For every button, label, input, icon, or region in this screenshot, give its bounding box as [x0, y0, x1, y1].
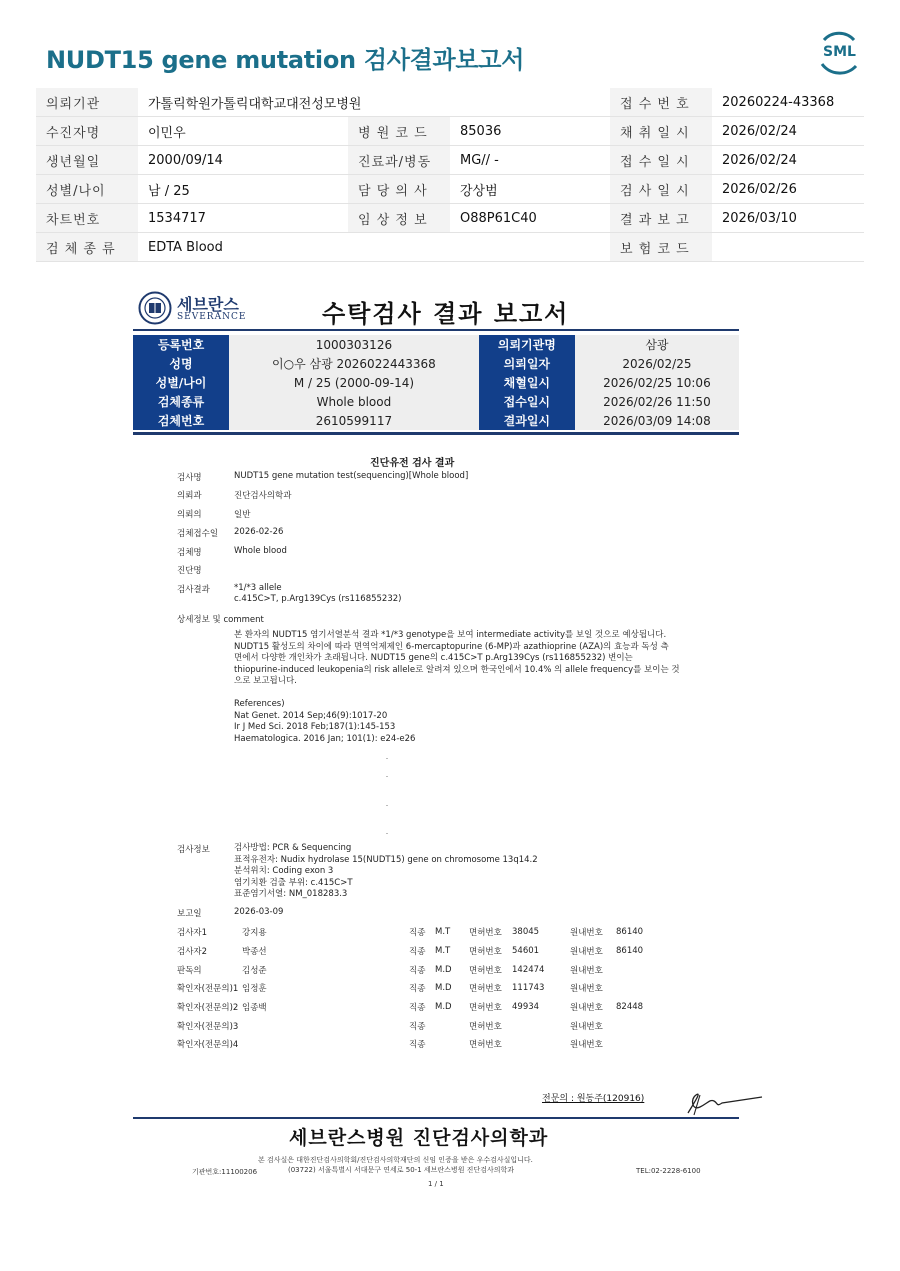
staff-inst: [616, 979, 656, 998]
summary-label: 검체번호: [133, 411, 229, 430]
reference-line: Haematologica. 2016 Jan; 101(1): e24-e26: [234, 733, 416, 744]
info-label: 생년월일: [36, 146, 138, 175]
divider: [133, 329, 739, 331]
staff-name: [242, 1016, 409, 1035]
field-label: 검사정보: [177, 845, 210, 855]
table-row: [133, 354, 739, 373]
summary-value: Whole blood: [229, 392, 479, 411]
staff-name: [242, 1035, 409, 1054]
info-label: 성별/나이: [36, 175, 138, 204]
staff-inst-label: 원내번호: [570, 1021, 603, 1032]
staff-lic: 111743: [512, 983, 545, 994]
info-value: 이민우: [138, 117, 348, 146]
info-label: 검 체 종 류: [36, 233, 138, 262]
field-value: 진단검사의학과: [234, 491, 292, 501]
hospital-name-ko: 세브란스: [177, 295, 239, 314]
staff-job: M.D: [435, 1002, 452, 1013]
method-line: 분석위치: Coding exon 3: [234, 866, 334, 876]
staff-inst: 86140: [616, 946, 644, 957]
staff-role: 확인자(전문의)2: [177, 1003, 239, 1014]
info-value: MG// -: [450, 146, 610, 175]
info-value: 남 / 25: [138, 175, 348, 204]
field-label: 의뢰의: [177, 510, 202, 520]
page-title: NUDT15 gene mutation 검사결과보고서: [46, 46, 525, 74]
footer-address: (03722) 서울특별시 서대문구 연세로 50-1 세브란스병원 진단검사의학과: [288, 1166, 515, 1174]
table-row: [177, 998, 656, 1017]
info-value: 가톨릭학원가톨릭대학교대전성모병원: [138, 88, 610, 117]
divider: [133, 432, 739, 435]
staff-inst-label: 원내번호: [570, 947, 603, 958]
field-value: 일반: [234, 510, 251, 520]
table-row: [36, 88, 864, 117]
field-label: 검체접수일: [177, 529, 219, 539]
page-number: 1 / 1: [428, 1180, 444, 1188]
table-row: [36, 175, 864, 204]
reference-line: Ir J Med Sci. 2018 Feb;187(1):145-153: [234, 722, 396, 732]
comment-line: thiopurine-induced leukopenia의 risk allele로 알려져 있으며 한국인에서 10.4% 의 allele frequency를 보이는 것: [234, 664, 680, 675]
summary-label: 접수일시: [479, 392, 575, 411]
info-value: [712, 233, 864, 262]
staff-role: 확인자(전문의)3: [177, 1021, 239, 1032]
field-label: 검체명: [177, 548, 202, 558]
staff-lic-label: 면허번호: [469, 984, 502, 995]
footer-certification: 본 검사실은 대한진단검사의학회/진단검사의학재단의 신임 인증을 받은 우수검사실입니다.: [258, 1156, 533, 1164]
table-row: [177, 1035, 656, 1054]
staff-lic: 49934: [512, 1002, 540, 1013]
field-label: 상세정보 및 comment: [177, 615, 264, 625]
staff-role: 확인자(전문의)1: [177, 984, 239, 995]
table-row: [133, 411, 739, 430]
patient-info-table: [36, 88, 864, 262]
info-value: 85036: [450, 117, 610, 146]
info-value: 2026/03/10: [712, 204, 864, 233]
field-value: NUDT15 gene mutation test(sequencing)[Whole blood]: [234, 471, 469, 481]
staff-job-label: 직종: [409, 1021, 426, 1032]
info-label: 채 취 일 시: [610, 117, 712, 146]
staff-lic-label: 면허번호: [469, 1040, 502, 1051]
staff-inst-label: 원내번호: [570, 1003, 603, 1014]
info-value: 20260224-43368: [712, 88, 864, 117]
method-line: 염기치환 검출 부위: c.415C>T: [234, 877, 353, 888]
info-value: 2026/02/24: [712, 146, 864, 175]
summary-value: 이○우 삼광 2026022443368: [229, 354, 479, 373]
table-row: [133, 335, 739, 354]
comment-line: 으로 보고됩니다.: [234, 676, 297, 686]
table-row: [36, 233, 864, 262]
staff-lic: 38045: [512, 927, 540, 938]
info-label: 결 과 보 고: [610, 204, 712, 233]
info-label: 검 사 일 시: [610, 175, 712, 204]
summary-value: 2610599117: [229, 411, 479, 430]
method-line: 표준염기서열: NM_018283.3: [234, 889, 348, 899]
field-label: 검사결과: [177, 585, 210, 595]
hospital-name-en: SEVERANCE: [177, 312, 247, 322]
summary-table: [133, 335, 739, 430]
staff-name: 강지용: [242, 928, 267, 939]
staff-job: [435, 1035, 469, 1054]
field-label: 진단명: [177, 566, 202, 576]
summary-label: 의뢰기관명: [479, 335, 575, 354]
staff-inst-label: 원내번호: [570, 1040, 603, 1051]
staff-name: 임정훈: [242, 984, 267, 995]
summary-value: M / 25 (2000-09-14): [229, 373, 479, 392]
staff-job-label: 직종: [409, 965, 426, 976]
info-value: O88P61C40: [450, 204, 610, 233]
severance-emblem-icon: [138, 291, 172, 325]
method-info: [234, 843, 538, 901]
table-row: [36, 117, 864, 146]
section-title: 진단유전 검사 결과: [370, 458, 455, 469]
comment-text: [234, 630, 694, 688]
summary-label: 성명: [133, 354, 229, 373]
footer-phone: TEL:02-2228-6100: [636, 1167, 701, 1175]
staff-name: 김성준: [242, 965, 267, 976]
staff-lic-label: 면허번호: [469, 1021, 502, 1032]
staff-job-label: 직종: [409, 947, 426, 958]
info-label: 차트번호: [36, 204, 138, 233]
staff-role: 확인자(전문의)4: [177, 1040, 239, 1051]
field-label: 의뢰과: [177, 491, 202, 501]
summary-label: 결과일시: [479, 411, 575, 430]
summary-label: 성별/나이: [133, 373, 229, 392]
staff-inst: 82448: [616, 1002, 644, 1013]
staff-inst-label: 원내번호: [570, 928, 603, 939]
summary-label: 채혈일시: [479, 373, 575, 392]
staff-lic: 142474: [512, 964, 545, 975]
table-row: [133, 373, 739, 392]
staff-inst: [616, 1016, 656, 1035]
staff-inst: [616, 1035, 656, 1054]
staff-lic: [512, 1035, 570, 1054]
report-title: 수탁검사 결과 보고서: [322, 300, 570, 328]
info-value: 2026/02/24: [712, 117, 864, 146]
info-value: 2026/02/26: [712, 175, 864, 204]
comment-line: NUDT15 활성도의 차이에 따라 면역억제제인 6-mercaptopurine (6-MP)과 azathioprine (AZA)의 효능과 독성 측: [234, 641, 669, 652]
info-label: 진료과/병동: [348, 146, 450, 175]
scan-speck: [386, 758, 388, 759]
staff-role: 판독의: [177, 965, 202, 976]
staff-job: M.T: [435, 946, 451, 957]
table-row: [177, 942, 656, 961]
info-value: 1534717: [138, 204, 348, 233]
table-row: [36, 146, 864, 175]
method-line: 검사방법: PCR & Sequencing: [234, 843, 352, 853]
method-line: 표적유전자: Nudix hydrolase 15(NUDT15) gene on chromosome 13q14.2: [234, 854, 538, 865]
summary-label: 의뢰일자: [479, 354, 575, 373]
staff-lic-label: 면허번호: [469, 1003, 502, 1014]
staff-inst-label: 원내번호: [570, 965, 603, 976]
comment-line: 면에서 다양한 개인차가 초래됩니다. NUDT15 gene의 c.415C>T p.Arg139Cys (rs116855232) 변이는: [234, 653, 633, 663]
signer-name: 전문의 : 원동주(120916): [542, 1094, 645, 1104]
staff-job: M.D: [435, 964, 452, 975]
info-label: 담 당 의 사: [348, 175, 450, 204]
info-value: EDTA Blood: [138, 233, 610, 262]
staff-job-label: 직종: [409, 928, 426, 939]
info-label: 병 원 코 드: [348, 117, 450, 146]
staff-job-label: 직종: [409, 1040, 426, 1051]
staff-table: [177, 923, 656, 1054]
table-row: [177, 923, 656, 942]
table-row: [177, 960, 656, 979]
signature-icon: [680, 1085, 764, 1119]
field-value: *1/*3 allele: [234, 583, 282, 593]
staff-inst-label: 원내번호: [570, 984, 603, 995]
sml-logo-text: SML: [823, 44, 856, 60]
staff-lic-label: 면허번호: [469, 928, 502, 939]
field-value: 2026-03-09: [234, 907, 284, 917]
scan-speck: [386, 776, 388, 777]
summary-value: 2026/02/25 10:06: [575, 373, 739, 392]
table-row: [133, 392, 739, 411]
summary-value: 2026/02/25: [575, 354, 739, 373]
field-label: 보고일: [177, 909, 202, 919]
summary-value: 삼광: [575, 335, 739, 354]
staff-inst: 86140: [616, 927, 644, 938]
references: [234, 699, 415, 745]
divider: [133, 1117, 739, 1119]
staff-role: 검사자1: [177, 928, 208, 939]
staff-job: [435, 1016, 469, 1035]
summary-label: 등록번호: [133, 335, 229, 354]
info-value: 강상범: [450, 175, 610, 204]
staff-lic-label: 면허번호: [469, 965, 502, 976]
info-label: 의뢰기관: [36, 88, 138, 117]
info-label: 임 상 정 보: [348, 204, 450, 233]
field-value: c.415C>T, p.Arg139Cys (rs116855232): [234, 594, 402, 604]
info-label: 접 수 일 시: [610, 146, 712, 175]
summary-value: 2026/02/26 11:50: [575, 392, 739, 411]
footer-institution-number: 기관번호:11100206: [192, 1168, 258, 1176]
info-label: 접 수 번 호: [610, 88, 712, 117]
info-value: 2000/09/14: [138, 146, 348, 175]
staff-inst: [616, 960, 656, 979]
table-row: [36, 204, 864, 233]
table-row: [177, 979, 656, 998]
scan-speck: [386, 805, 388, 806]
staff-job-label: 직종: [409, 984, 426, 995]
staff-role: 검사자2: [177, 947, 208, 958]
footer-title: 세브란스병원 진단검사의학과: [289, 1127, 549, 1149]
summary-label: 검체종류: [133, 392, 229, 411]
reference-line: Nat Genet. 2014 Sep;46(9):1017-20: [234, 710, 388, 721]
reference-line: References): [234, 699, 285, 709]
field-value: 2026-02-26: [234, 527, 284, 537]
staff-job-label: 직종: [409, 1003, 426, 1014]
info-label: 보 험 코 드: [610, 233, 712, 262]
staff-job: M.D: [435, 983, 452, 994]
staff-lic-label: 면허번호: [469, 947, 502, 958]
scan-speck: [386, 833, 388, 834]
staff-lic: 54601: [512, 946, 540, 957]
staff-lic: [512, 1016, 570, 1035]
summary-value: 2026/03/09 14:08: [575, 411, 739, 430]
summary-value: 1000303126: [229, 335, 479, 354]
info-label: 수진자명: [36, 117, 138, 146]
staff-job: M.T: [435, 927, 451, 938]
staff-name: 박종선: [242, 947, 267, 958]
comment-line: 본 환자의 NUDT15 염기서열분석 결과 *1/*3 genotype을 보여 intermediate activity를 보일 것으로 예상됩니다.: [234, 630, 667, 640]
field-value: Whole blood: [234, 546, 287, 556]
staff-name: 임종백: [242, 1003, 267, 1014]
table-row: [177, 1016, 656, 1035]
field-label: 검사명: [177, 473, 202, 483]
